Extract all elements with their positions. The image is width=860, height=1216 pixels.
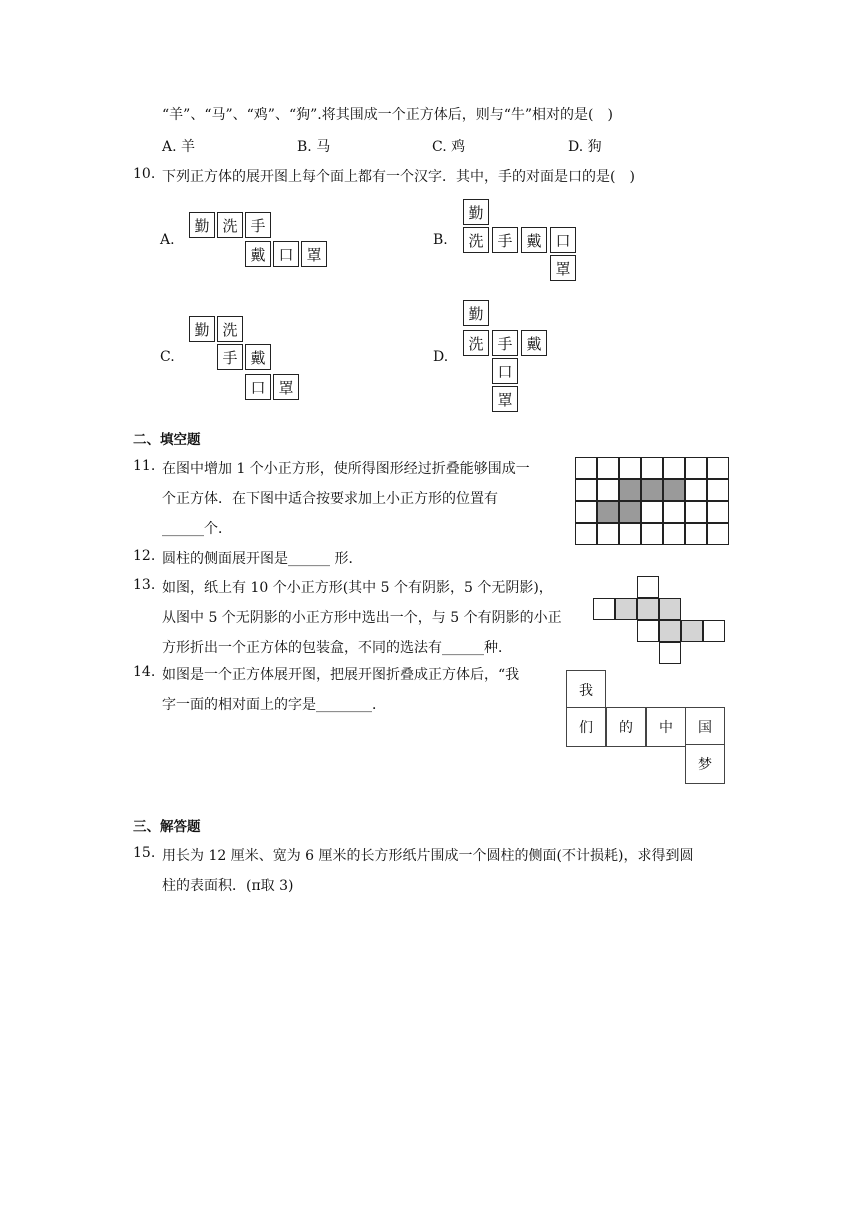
q12-text: 圆柱的侧面展开图是______ 形． xyxy=(162,551,363,567)
net-face: 戴 xyxy=(521,330,547,356)
shaded-square xyxy=(663,479,685,501)
shaded-square xyxy=(659,620,681,642)
net-face: 的 xyxy=(606,707,646,747)
net-face: 手 xyxy=(217,344,243,370)
net-face: 戴 xyxy=(245,241,271,267)
net-face: 戴 xyxy=(521,227,547,253)
q14-number: 14. xyxy=(133,664,156,680)
q13-line-1: 如图，纸上有 10 个小正方形(其中 5 个有阴影，5 个无阴影)， xyxy=(162,580,553,596)
q10-option-c-label[interactable]: C. xyxy=(160,349,175,365)
q10-option-d-label[interactable]: D. xyxy=(433,349,449,365)
q13-number: 13. xyxy=(133,577,156,593)
shaded-square xyxy=(615,598,637,620)
q9-option-d[interactable]: D. 狗 xyxy=(568,139,602,155)
net-face: 口 xyxy=(550,227,576,253)
net-face: 戴 xyxy=(245,344,271,370)
q9-option-c[interactable]: C. 鸡 xyxy=(432,139,466,155)
net-face: 罩 xyxy=(492,386,518,412)
q11-grid-figure xyxy=(575,457,729,545)
q11-line-2: 个正方体．在下图中适合按要求加上小正方形的位置有 xyxy=(162,491,498,507)
net-face: 口 xyxy=(245,374,271,400)
shaded-square xyxy=(641,479,663,501)
net-face: 口 xyxy=(273,241,299,267)
q12-number: 12. xyxy=(133,548,156,564)
q11-line-1: 在图中增加 1 个小正方形，使所得图形经过折叠能够围成一 xyxy=(162,461,530,477)
shaded-square xyxy=(597,501,619,523)
net-face: 们 xyxy=(566,707,606,747)
q15-line-2: 柱的表面积．(π取 3) xyxy=(162,878,294,894)
net-face: 手 xyxy=(492,330,518,356)
q15-number: 15. xyxy=(133,845,156,861)
q10-text: 下列正方体的展开图上每个面上都有一个汉字．其中，手的对面是口的是( ) xyxy=(162,169,635,185)
shaded-square xyxy=(619,501,641,523)
net-face: 我 xyxy=(566,670,606,710)
q11-line-3: ______个． xyxy=(162,521,232,537)
shaded-square xyxy=(681,620,703,642)
net-face: 勤 xyxy=(463,300,489,326)
q10-option-a-label[interactable]: A. xyxy=(160,232,175,248)
net-face: 罩 xyxy=(273,374,299,400)
q9-text: “羊”、“马”、“鸡”、“狗”.将其围成一个正方体后，则与“牛”相对的是( ) xyxy=(162,107,613,123)
shaded-square xyxy=(619,479,641,501)
q10-number: 10. xyxy=(133,166,156,182)
section-heading-answer: 三、解答题 xyxy=(133,819,201,835)
q14-cube-net xyxy=(566,670,726,782)
q14-line-2: 字一面的相对面上的字是________． xyxy=(162,697,386,713)
q9-option-a[interactable]: A. 羊 xyxy=(162,139,196,155)
net-face: 口 xyxy=(492,358,518,384)
q14-line-1: 如图是一个正方体展开图，把展开图折叠成正方体后，“我 xyxy=(162,667,520,683)
net-face: 洗 xyxy=(463,330,489,356)
section-heading-fill-in: 二、填空题 xyxy=(133,432,201,448)
q13-grid-figure xyxy=(593,576,729,664)
q10-option-b-label[interactable]: B. xyxy=(433,232,448,248)
net-face: 罩 xyxy=(550,255,576,281)
q13-line-2: 从图中 5 个无阴影的小正方形中选出一个，与 5 个有阴影的小正 xyxy=(162,610,562,626)
net-face: 罩 xyxy=(301,241,327,267)
net-face: 手 xyxy=(245,212,271,238)
net-face: 中 xyxy=(646,707,686,747)
net-face: 手 xyxy=(492,227,518,253)
net-face: 勤 xyxy=(189,316,215,342)
shaded-square xyxy=(659,598,681,620)
net-face: 勤 xyxy=(463,199,489,225)
net-face: 洗 xyxy=(217,212,243,238)
net-face: 洗 xyxy=(217,316,243,342)
net-face: 勤 xyxy=(189,212,215,238)
q13-line-3: 方形折出一个正方体的包装盒，不同的选法有______种． xyxy=(162,640,512,656)
net-face: 国 xyxy=(685,707,725,747)
net-face: 洗 xyxy=(463,227,489,253)
q15-line-1: 用长为 12 厘米、宽为 6 厘米的长方形纸片围成一个圆柱的侧面(不计损耗)，求得到圆 xyxy=(162,848,694,864)
q11-number: 11. xyxy=(133,458,156,474)
q9-option-b[interactable]: B. 马 xyxy=(297,139,331,155)
net-face: 梦 xyxy=(685,744,725,784)
shaded-square xyxy=(637,598,659,620)
